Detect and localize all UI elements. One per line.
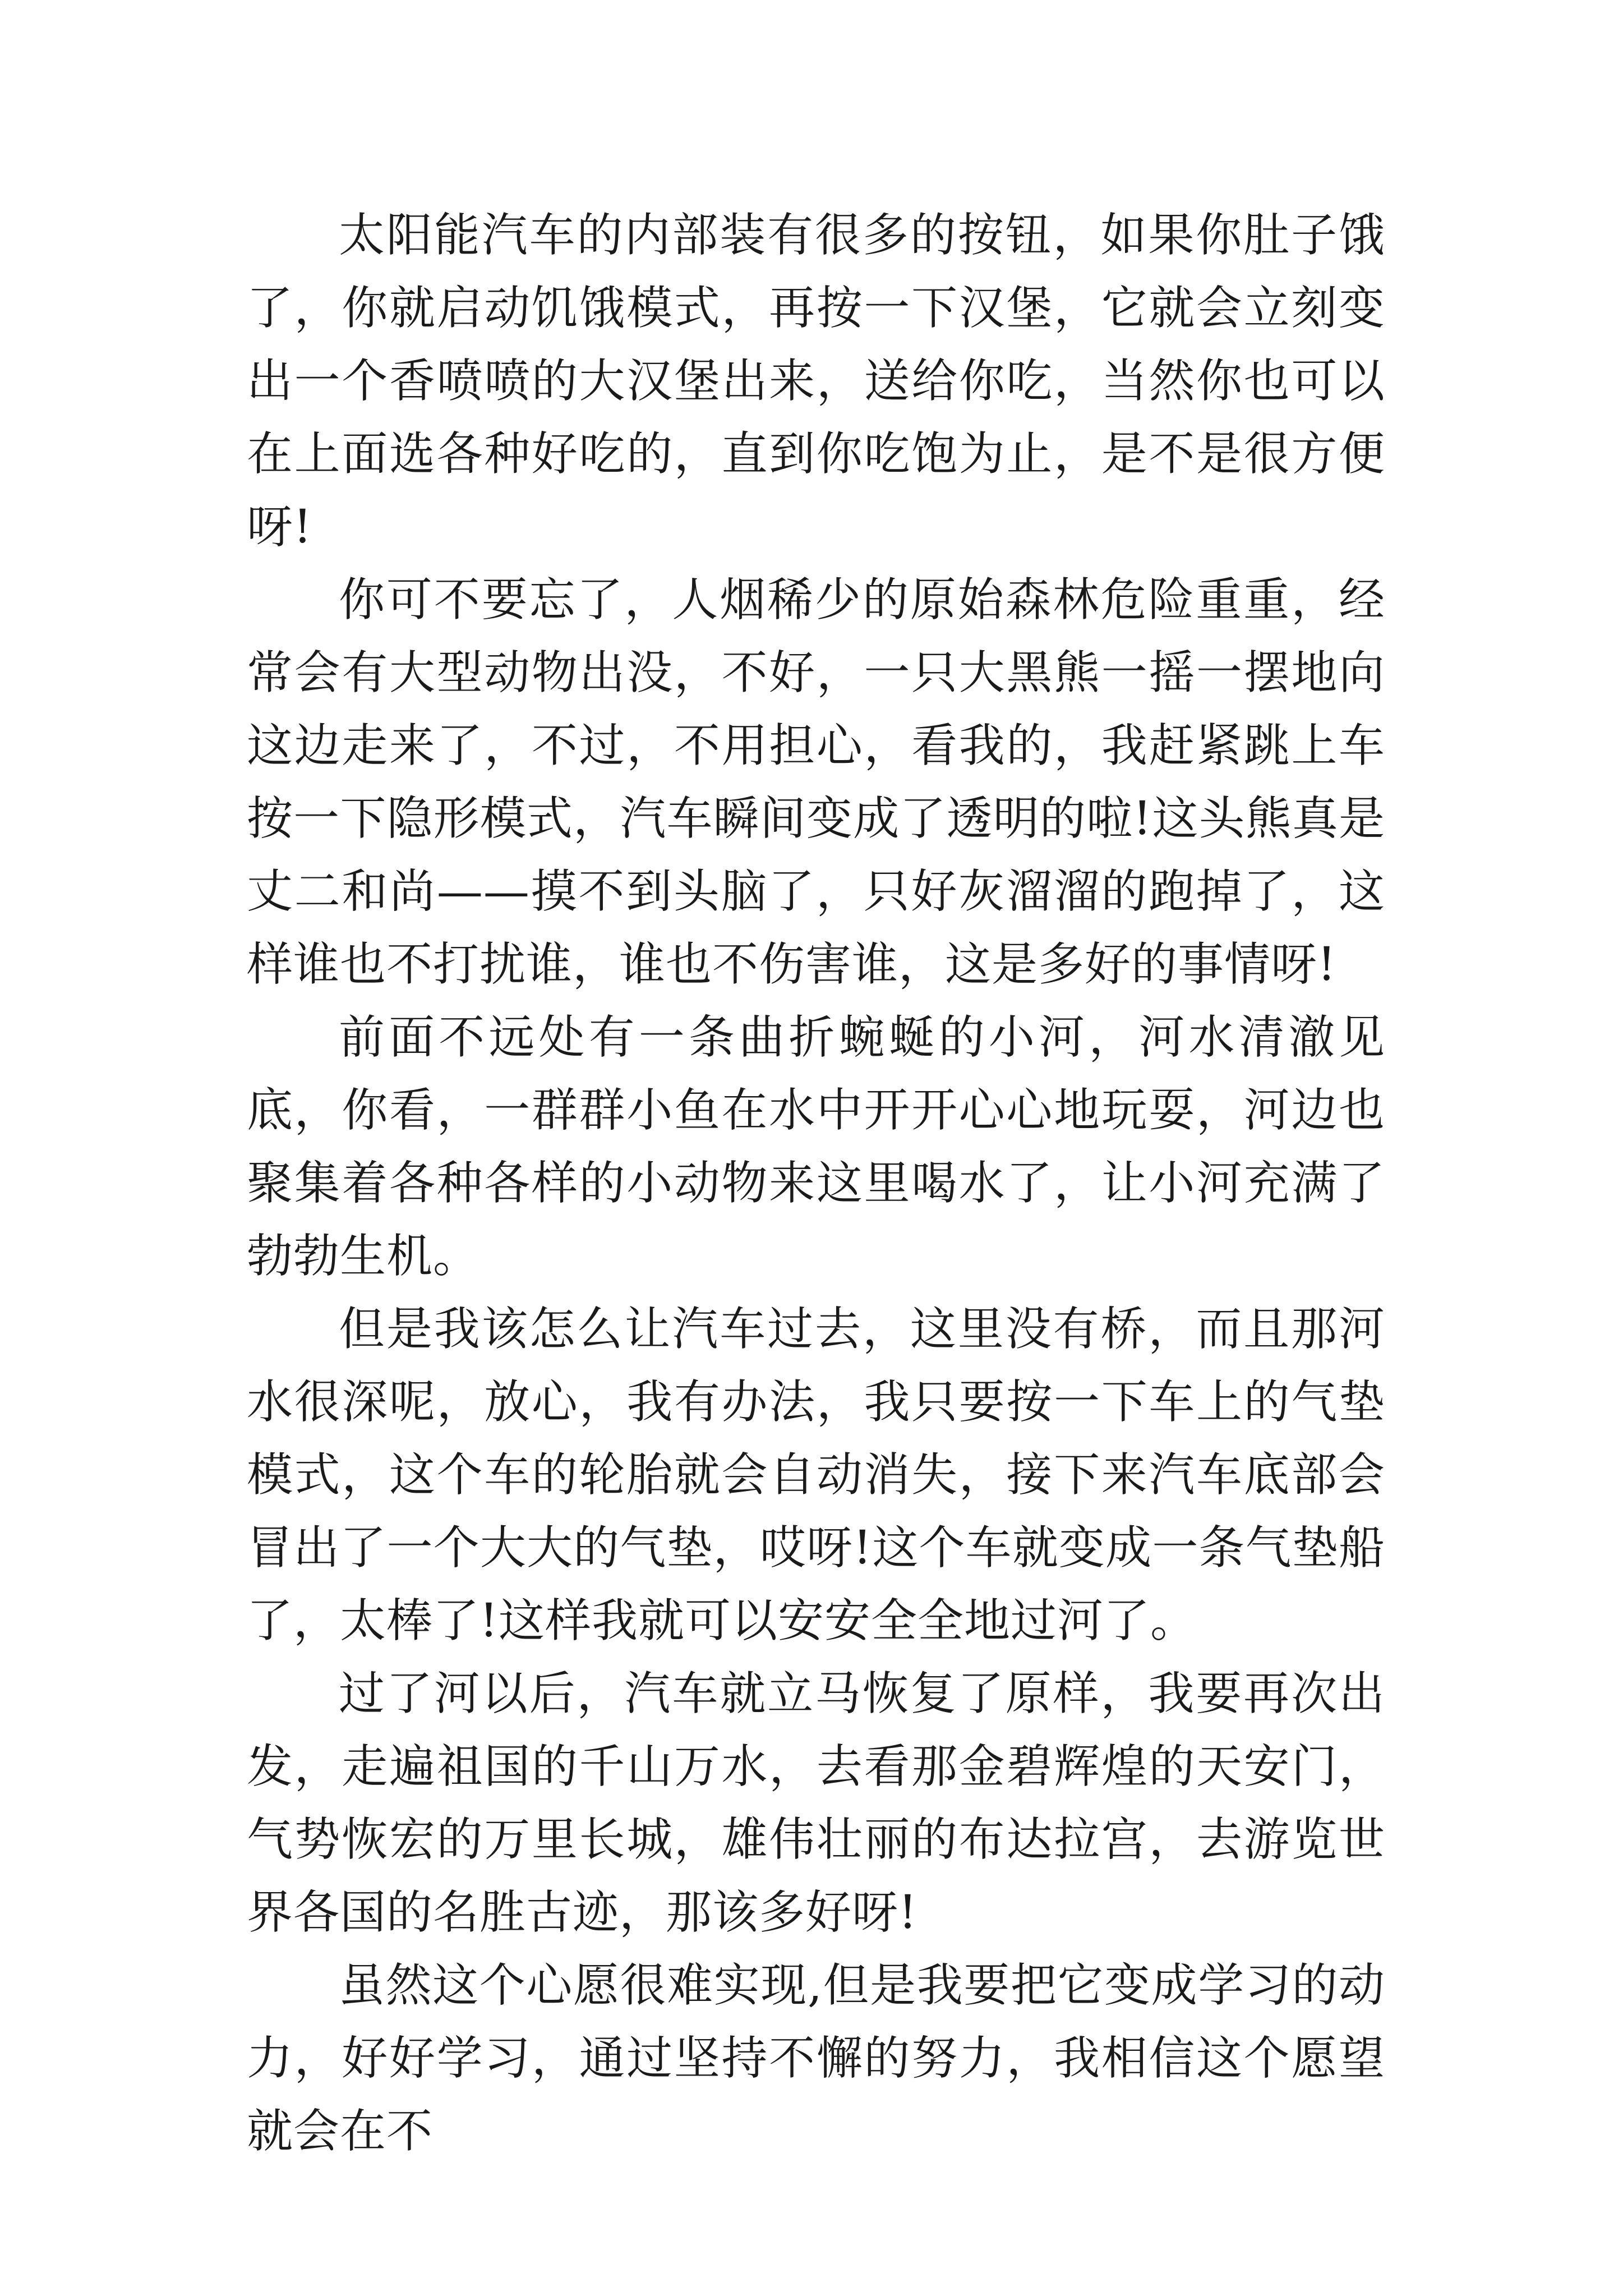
paragraph: 你可不要忘了，人烟稀少的原始森林危险重重，经常会有大型动物出没，不好，一只大黑熊一摇一摆地向这边走来了，不过，不用担心，看我的，我赶紧跳上车按一下隐形模式，汽车瞬间变成了透明的啦!这头熊真是丈二和尚——摸不到头脑了，只好灰溜溜的跑掉了，这样谁也不打扰谁，谁也不伤害谁，这是多好的事情呀! <box>247 573 1385 991</box>
essay-body <box>247 199 1385 2168</box>
paragraph: 但是我该怎么让汽车过去，这里没有桥，而且那河水很深呢，放心，我有办法，我只要按一下车上的气垫模式，这个车的轮胎就会自动消失，接下来汽车底部会冒出了一个大大的气垫，哎呀!这个车就变成一条气垫船了，太棒了!这样我就可以安安全全地过河了。 <box>247 1303 1385 1648</box>
paragraph: 太阳能汽车的内部装有很多的按钮，如果你肚子饿了，你就启动饥饿模式，再按一下汉堡，它就会立刻变出一个香喷喷的大汉堡出来，送给你吃，当然你也可以在上面选各种好吃的，直到你吃饱为止，是不是很方便呀! <box>247 209 1385 554</box>
paragraph: 过了河以后，汽车就立马恢复了原样，我要再次出发，走遍祖国的千山万水，去看那金碧辉煌的天安门，气势恢宏的万里长城，雄伟壮丽的布达拉宫，去游览世界各国的名胜古迹，那该多好呀! <box>247 1667 1385 1939</box>
paragraph: 前面不远处有一条曲折蜿蜒的小河，河水清澈见底，你看，一群群小鱼在水中开开心心地玩耍，河边也聚集着各种各样的小动物来这里喝水了，让小河充满了勃勃生机。 <box>247 1011 1385 1283</box>
paragraph: 虽然这个心愿很难实现,但是我要把它变成学习的动力，好好学习，通过坚持不懈的努力，我相信这个愿望就会在不 <box>247 1959 1385 2158</box>
